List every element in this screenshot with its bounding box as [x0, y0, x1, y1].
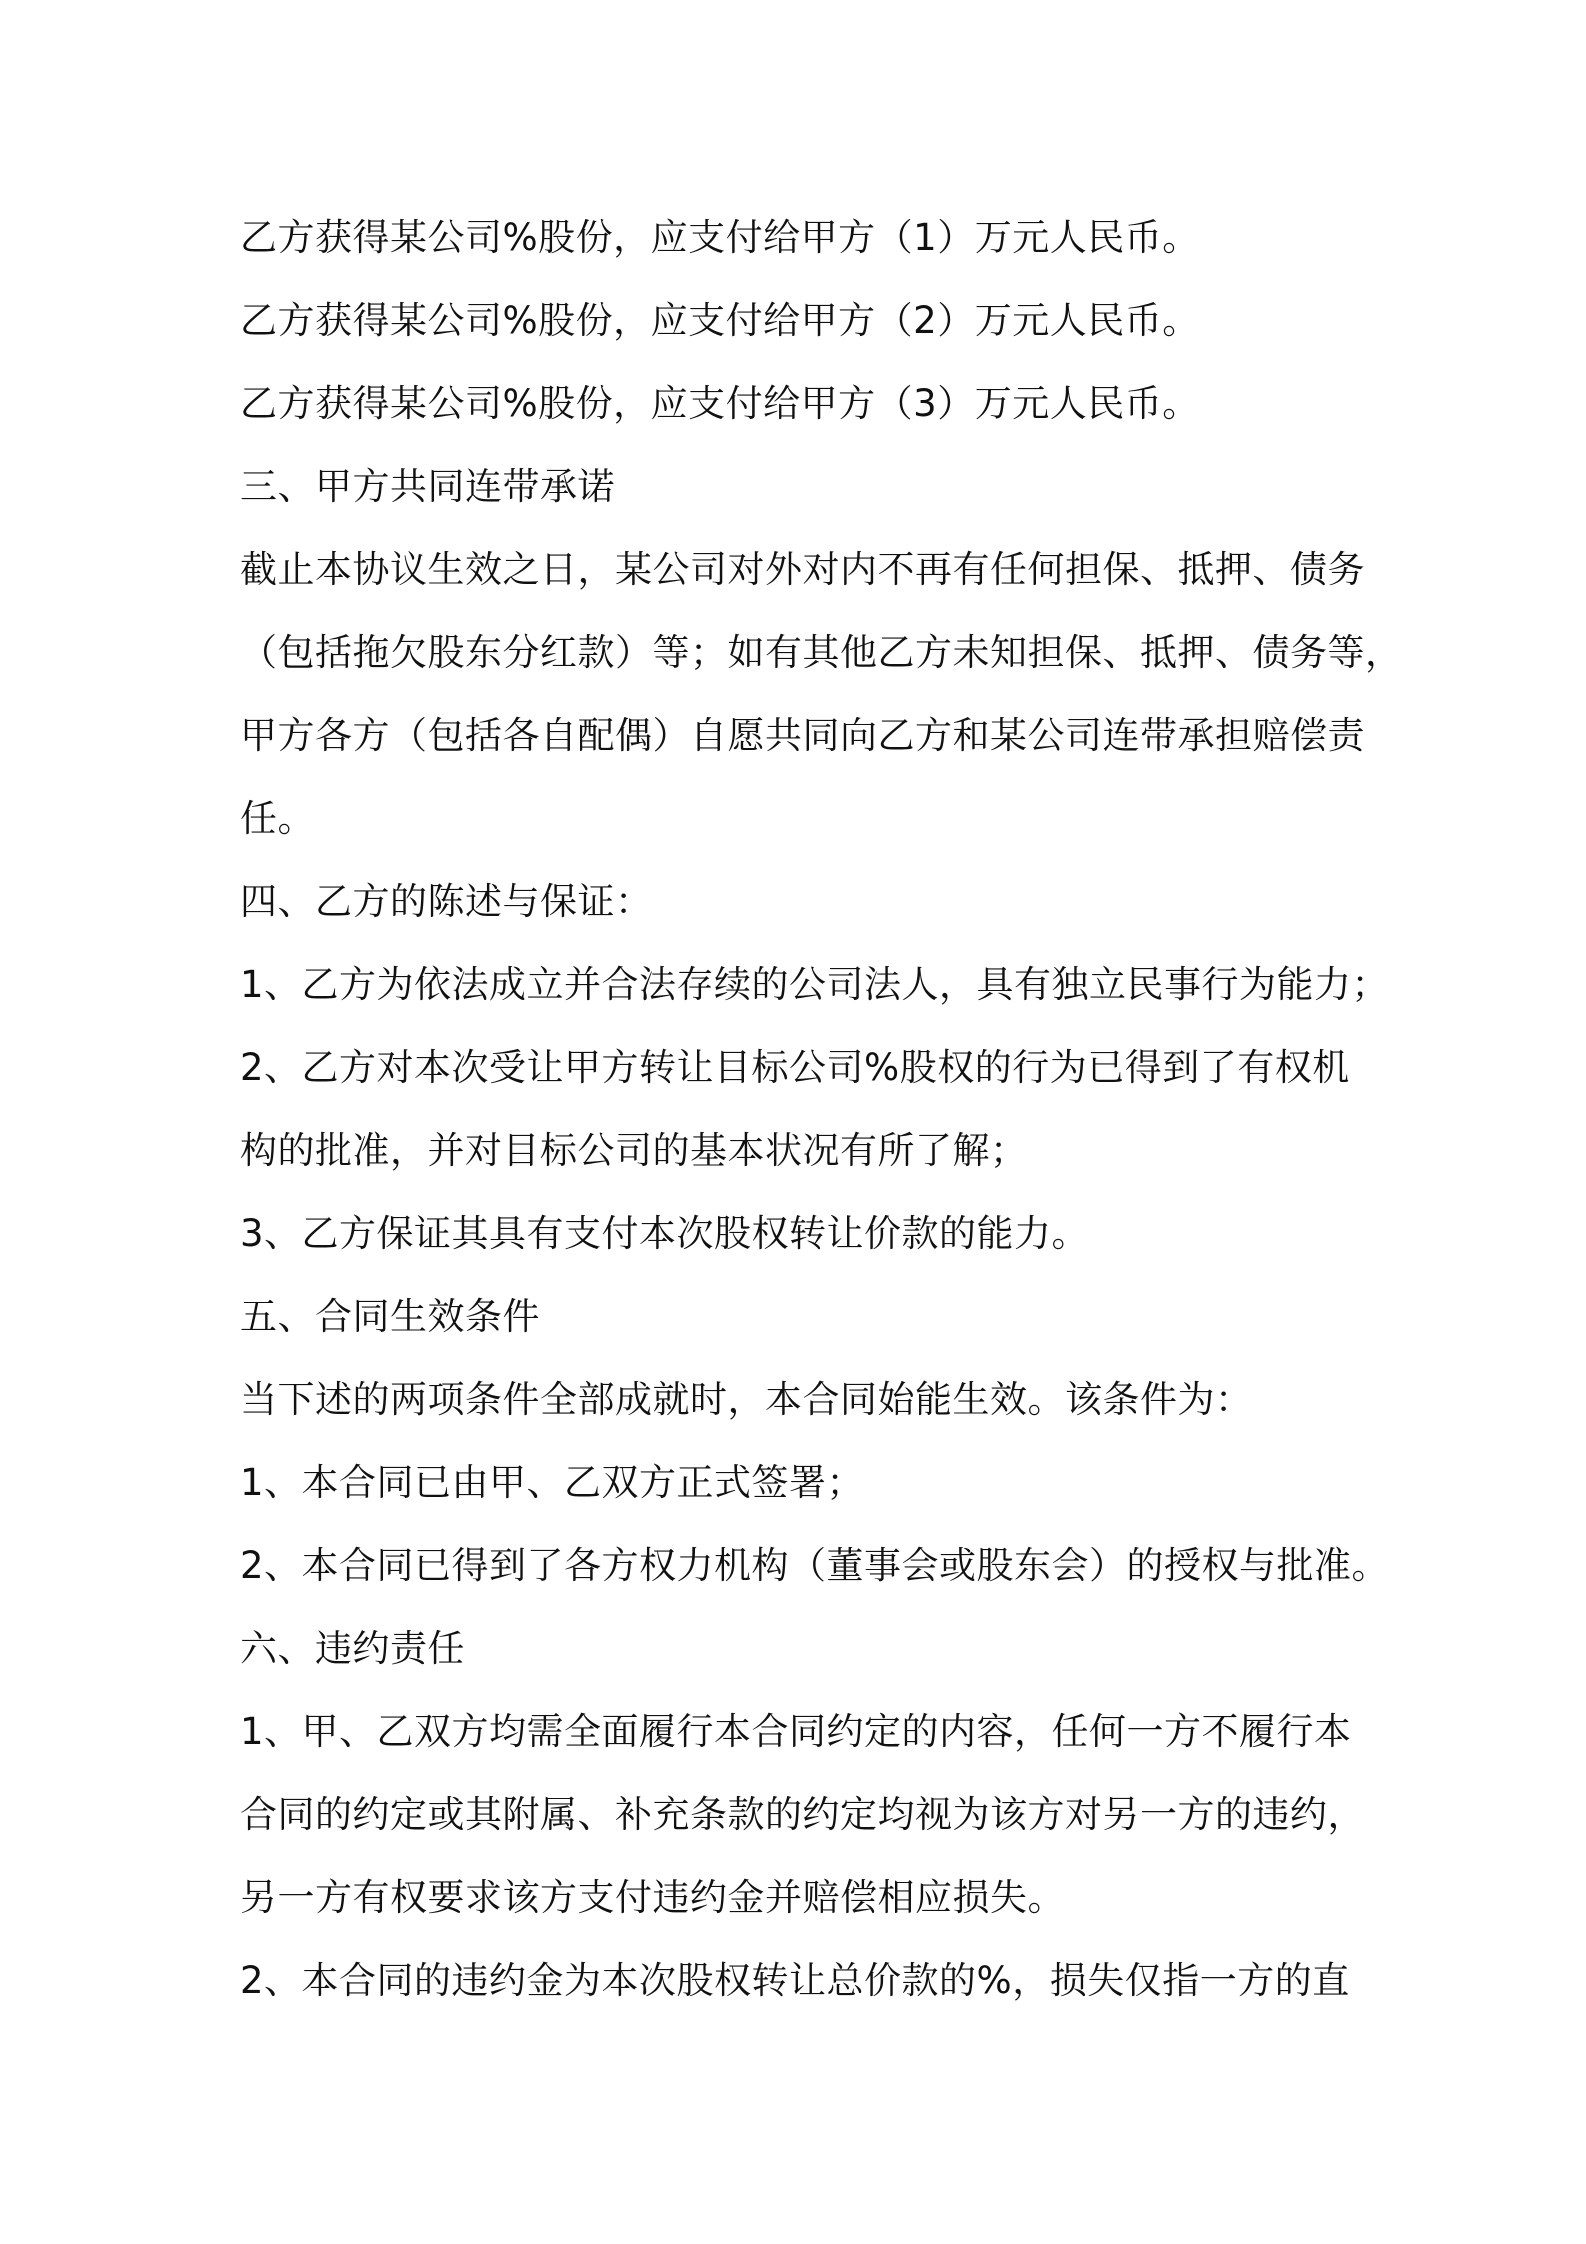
document-body — [240, 196, 1403, 2022]
list-item-continuation: 合同的约定或其附属、补充条款的约定均视为该方对另一方的违约， — [240, 1793, 1365, 1836]
paragraph-line: 当下述的两项条件全部成就时，本合同始能生效。该条件为： — [240, 1378, 1253, 1421]
paragraph-line: 任。 — [240, 797, 315, 840]
list-item: 2、本合同已得到了各方权力机构（董事会或股东会）的授权与批准。 — [240, 1544, 1390, 1587]
list-item-continuation: 另一方有权要求该方支付违约金并赔偿相应损失。 — [240, 1876, 1065, 1919]
section-heading-3: 三、甲方共同连带承诺 — [240, 465, 615, 508]
list-item: 1、乙方为依法成立并合法存续的公司法人，具有独立民事行为能力； — [240, 963, 1390, 1006]
payment-clause-1: 乙方获得某公司%股份，应支付给甲方（1）万元人民币。 — [240, 216, 1200, 259]
list-item: 3、乙方保证其具有支付本次股权转让价款的能力。 — [240, 1212, 1090, 1255]
section-heading-5: 五、合同生效条件 — [240, 1295, 540, 1338]
payment-clause-2: 乙方获得某公司%股份，应支付给甲方（2）万元人民币。 — [240, 299, 1200, 342]
list-item-continuation: 构的批准，并对目标公司的基本状况有所了解； — [240, 1129, 1028, 1172]
paragraph-line: （包括拖欠股东分红款）等；如有其他乙方未知担保、抵押、债务等， — [240, 631, 1403, 674]
list-item: 2、乙方对本次受让甲方转让目标公司%股权的行为已得到了有权机 — [240, 1046, 1350, 1089]
paragraph-line: 甲方各方（包括各自配偶）自愿共同向乙方和某公司连带承担赔偿责 — [240, 714, 1365, 757]
payment-clause-3: 乙方获得某公司%股份，应支付给甲方（3）万元人民币。 — [240, 382, 1200, 425]
section-heading-4: 四、乙方的陈述与保证： — [240, 880, 653, 923]
paragraph-line: 截止本协议生效之日，某公司对外对内不再有任何担保、抵押、债务 — [240, 548, 1365, 591]
list-item: 1、本合同已由甲、乙双方正式签署； — [240, 1461, 865, 1504]
section-heading-6: 六、违约责任 — [240, 1627, 465, 1670]
list-item: 2、本合同的违约金为本次股权转让总价款的%，损失仅指一方的直 — [240, 1959, 1350, 2002]
list-item: 1、甲、乙双方均需全面履行本合同约定的内容，任何一方不履行本 — [240, 1710, 1352, 1753]
